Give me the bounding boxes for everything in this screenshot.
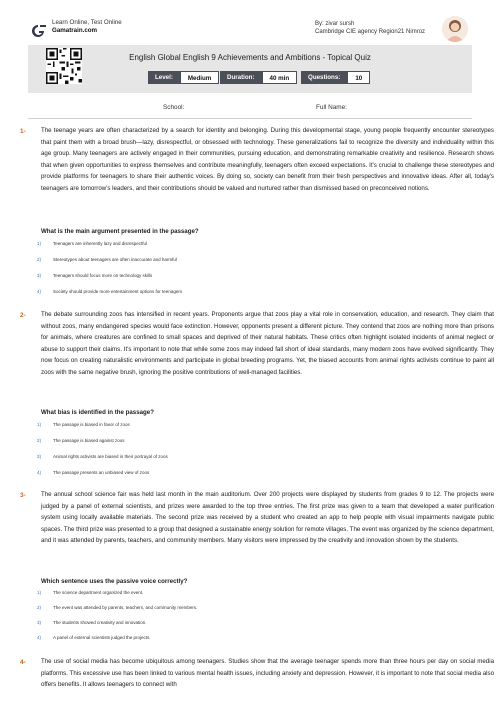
question-number: 4- <box>20 659 26 666</box>
full-name-field: Full Name: <box>316 104 347 111</box>
option-3[interactable]: 3) Animal rights activists are biased in their portrayal of zoos <box>37 454 168 459</box>
option-2[interactable]: 2) The passage is biased against zoos <box>37 438 125 443</box>
duration-badge <box>220 71 297 84</box>
duration-value: 40 min <box>262 71 298 84</box>
question-passage: The teenage years are often characterized by a search for identity and belonging. During this developmental stage, young people frequently encounter stereotypes that paint them with a broad brush—lazy, disrespectful, or obsessed with technology. These generalizations fail to recognize the diversity and individuality within this age group. Many teenagers are actively engaged in their communities, pursuing education, and demonstrating remarkable creativity and resilience. Research shows that when given opportunities to express themselves and contribute meaningfully, teenagers often exceed expectations. It's crucial to challenge these stereotypes and provide platforms for teenagers to share their authentic voices. By doing so, society can benefit from their fresh perspectives and innovative ideas. After all, today's teenagers are tomorrow's leaders, and their contributions should be valued and nurtured rather than dismissed based on preconceived notions. <box>41 127 494 192</box>
page-header <box>0 0 496 44</box>
question-prompt: What is the main argument presented in the passage? <box>41 228 199 235</box>
level-label: Level: <box>148 71 180 84</box>
question-number: 2- <box>20 312 26 319</box>
question-number: 1- <box>20 128 26 135</box>
questions-value: 10 <box>347 71 370 84</box>
question-passage: The debate surrounding zoos has intensified in recent years. Proponents argue that zoos play a vital role in conservation, education, and research. They claim that without zoos, many endangered species would face extinction. However, opponents present a different picture. They contend that zoos are nothing more than prisons for animals, where creatures are confined to small spaces and deprived of their natural habitats. These critics often highlight isolated incidents of animal neglect or abuse to support their claims. It's important to note that while some zoos may indeed fall short of ideal standards, many modern zoos have evolved significantly. They now focus on creating naturalistic environments and participate in global breeding programs. Yet, the biased accounts from animal rights activists continue to paint all zoos with the same negative brush, ignoring the positive contributions of well-managed facilities. <box>41 311 494 376</box>
question-number: 3- <box>20 492 26 499</box>
divider <box>28 118 472 119</box>
author-org: Cambridge CIE agency Region21 Nimroz <box>315 29 426 35</box>
option-4[interactable]: 4) A panel of external scientists judged the projects. <box>37 635 151 640</box>
option-4[interactable]: 4) Society should provide more entertainment options for teenagers <box>37 289 183 294</box>
option-4[interactable]: 4) The passage presents an unbiased view of zoos <box>37 470 150 475</box>
gamatrain-logo-icon <box>30 24 47 38</box>
question-prompt: What bias is identified in the passage? <box>41 409 154 416</box>
questions-badge <box>301 71 370 84</box>
duration-label: Duration: <box>220 71 262 84</box>
quiz-info-panel <box>28 45 472 93</box>
author-name: By: zivar sursh <box>315 21 355 27</box>
author-info <box>315 20 425 36</box>
level-badge <box>148 71 219 84</box>
option-3[interactable]: 3) The students showed creativity and innovation. <box>37 620 147 625</box>
question-passage: The use of social media has become ubiquitous among teenagers. Studies show that the average teenager spends more than three hours per day on social media platforms. This excessive use has been linked to various mental health issues, including anxiety and depression. However, it is important to note that social media also offers benefits. It allows teenagers to connect with <box>41 658 494 689</box>
person-avatar-icon <box>442 16 468 42</box>
site-branding <box>52 19 122 35</box>
level-value: Medium <box>180 71 219 84</box>
option-2[interactable]: 2) Stereotypes about teenagers are often inaccurate and harmful <box>37 257 177 262</box>
question-prompt: Which sentence uses the passive voice correctly? <box>41 578 188 585</box>
school-field: School: <box>163 104 185 111</box>
option-1[interactable]: 1) The passage is biased in favor of zoos <box>37 422 130 427</box>
option-3[interactable]: 3) Teenagers should focus more on technology skills <box>37 273 153 278</box>
questions-label: Questions: <box>301 71 347 84</box>
option-1[interactable]: 1) Teenagers are inherently lazy and disrespectful <box>37 241 148 246</box>
option-1[interactable]: 1) The science department organized the event. <box>37 590 144 595</box>
option-2[interactable]: 2) The event was attended by parents, teachers, and community members. <box>37 605 198 610</box>
site-name[interactable]: Gamatrain.com <box>52 27 98 34</box>
avatar <box>442 16 468 42</box>
question-passage: The annual school science fair was held last month in the main auditorium. Over 200 projects were displayed by students from grades 9 to 12. The projects were judged by a panel of external scientists, and prizes were awarded to the top three entries. The first prize was given to a team that developed a water purification system using locally available materials. The second prize was received by a student who created an app to help people with visual impairments navigate public spaces. The third prize was presented to a group that designed a sustainable energy solution for remote villages. The event was organized by the science department, and it was attended by parents, teachers, and community members. Many visitors were impressed by the creativity and innovation shown by the students. <box>41 491 494 545</box>
site-tagline: Learn Online, Test Online <box>52 19 122 26</box>
quiz-title: English Global English 9 Achievements and Ambitions - Topical Quiz <box>129 53 371 62</box>
